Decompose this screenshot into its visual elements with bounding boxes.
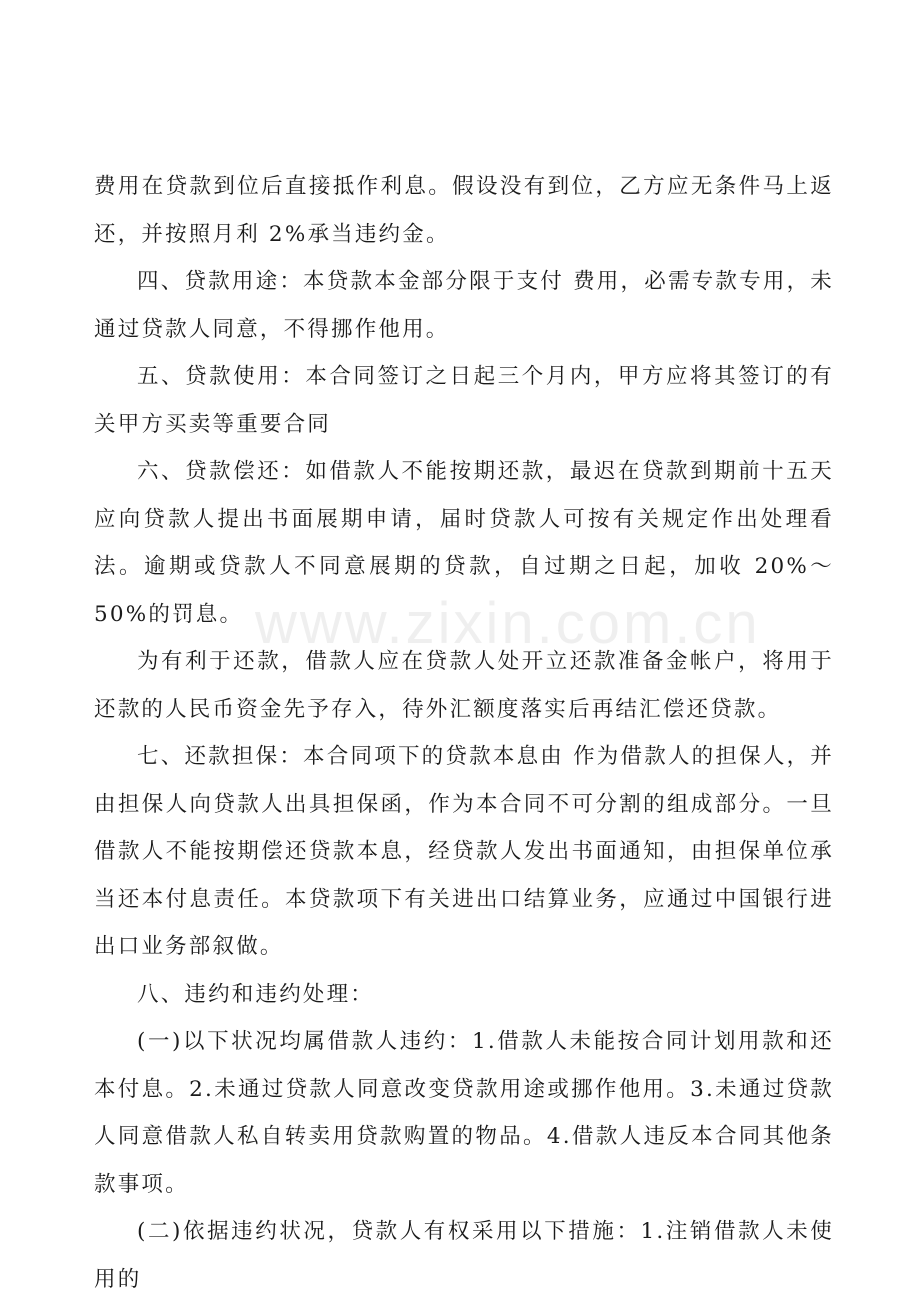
- paragraph-clause-8-heading: 八、违约和违约处理：: [137, 981, 375, 1007]
- paragraph-clause-8-1-defaults: (一)以下状况均属借款人违约：1.借款人未能按合同计划用款和还本付息。2.未通过贷款人同意改变贷款用途或挪作他用。3.未通过贷款人同意借款人私自转卖用贷款购置的物品。4.借款人违反本合同其他条款事项。: [94, 1029, 834, 1197]
- document-body: [94, 163, 834, 1303]
- paragraph-clause-7-guarantee: 七、还款担保：本合同项下的贷款本息由 作为借款人的担保人，并由担保人向贷款人出具担保函，作为本合同不可分割的组成部分。一旦借款人不能按期偿还贷款本息，经贷款人发出书面通知，由担保单位承当还本付息责任。本贷款项下有关进出口结算业务，应通过中国银行进出口业务部叙做。: [94, 744, 834, 959]
- paragraph-repayment-reserve: 为有利于还款，借款人应在贷款人处开立还款准备金帐户，将用于还款的人民币资金先予存入，待外汇额度落实后再结汇偿还贷款。: [94, 649, 834, 722]
- paragraph-clause-5-loan-use: 五、贷款使用：本合同签订之日起三个月内，甲方应将其签订的有关甲方买卖等重要合同: [94, 364, 834, 437]
- paragraph-clause-4-loan-purpose: 四、贷款用途：本贷款本金部分限于支付 费用，必需专款专用，未通过贷款人同意，不得挪作他用。: [94, 269, 834, 342]
- watermark-text: www.zixin.com.cn: [255, 591, 761, 656]
- paragraph-clause-8-2-measures: (二)依据违约状况，贷款人有权采用以下措施：1.注销借款人未使用的: [94, 1219, 834, 1292]
- paragraph-continuation: 费用在贷款到位后直接抵作利息。假设没有到位，乙方应无条件马上返还，并按照月利 2%承当违约金。: [94, 174, 834, 247]
- paragraph-clause-6-repayment: 六、贷款偿还：如借款人不能按期还款，最迟在贷款到期前十五天应向贷款人提出书面展期申请，届时贷款人可按有关规定作出处理看法。逾期或贷款人不同意展期的贷款，自过期之日起，加收 20%～50%的罚息。: [94, 459, 834, 627]
